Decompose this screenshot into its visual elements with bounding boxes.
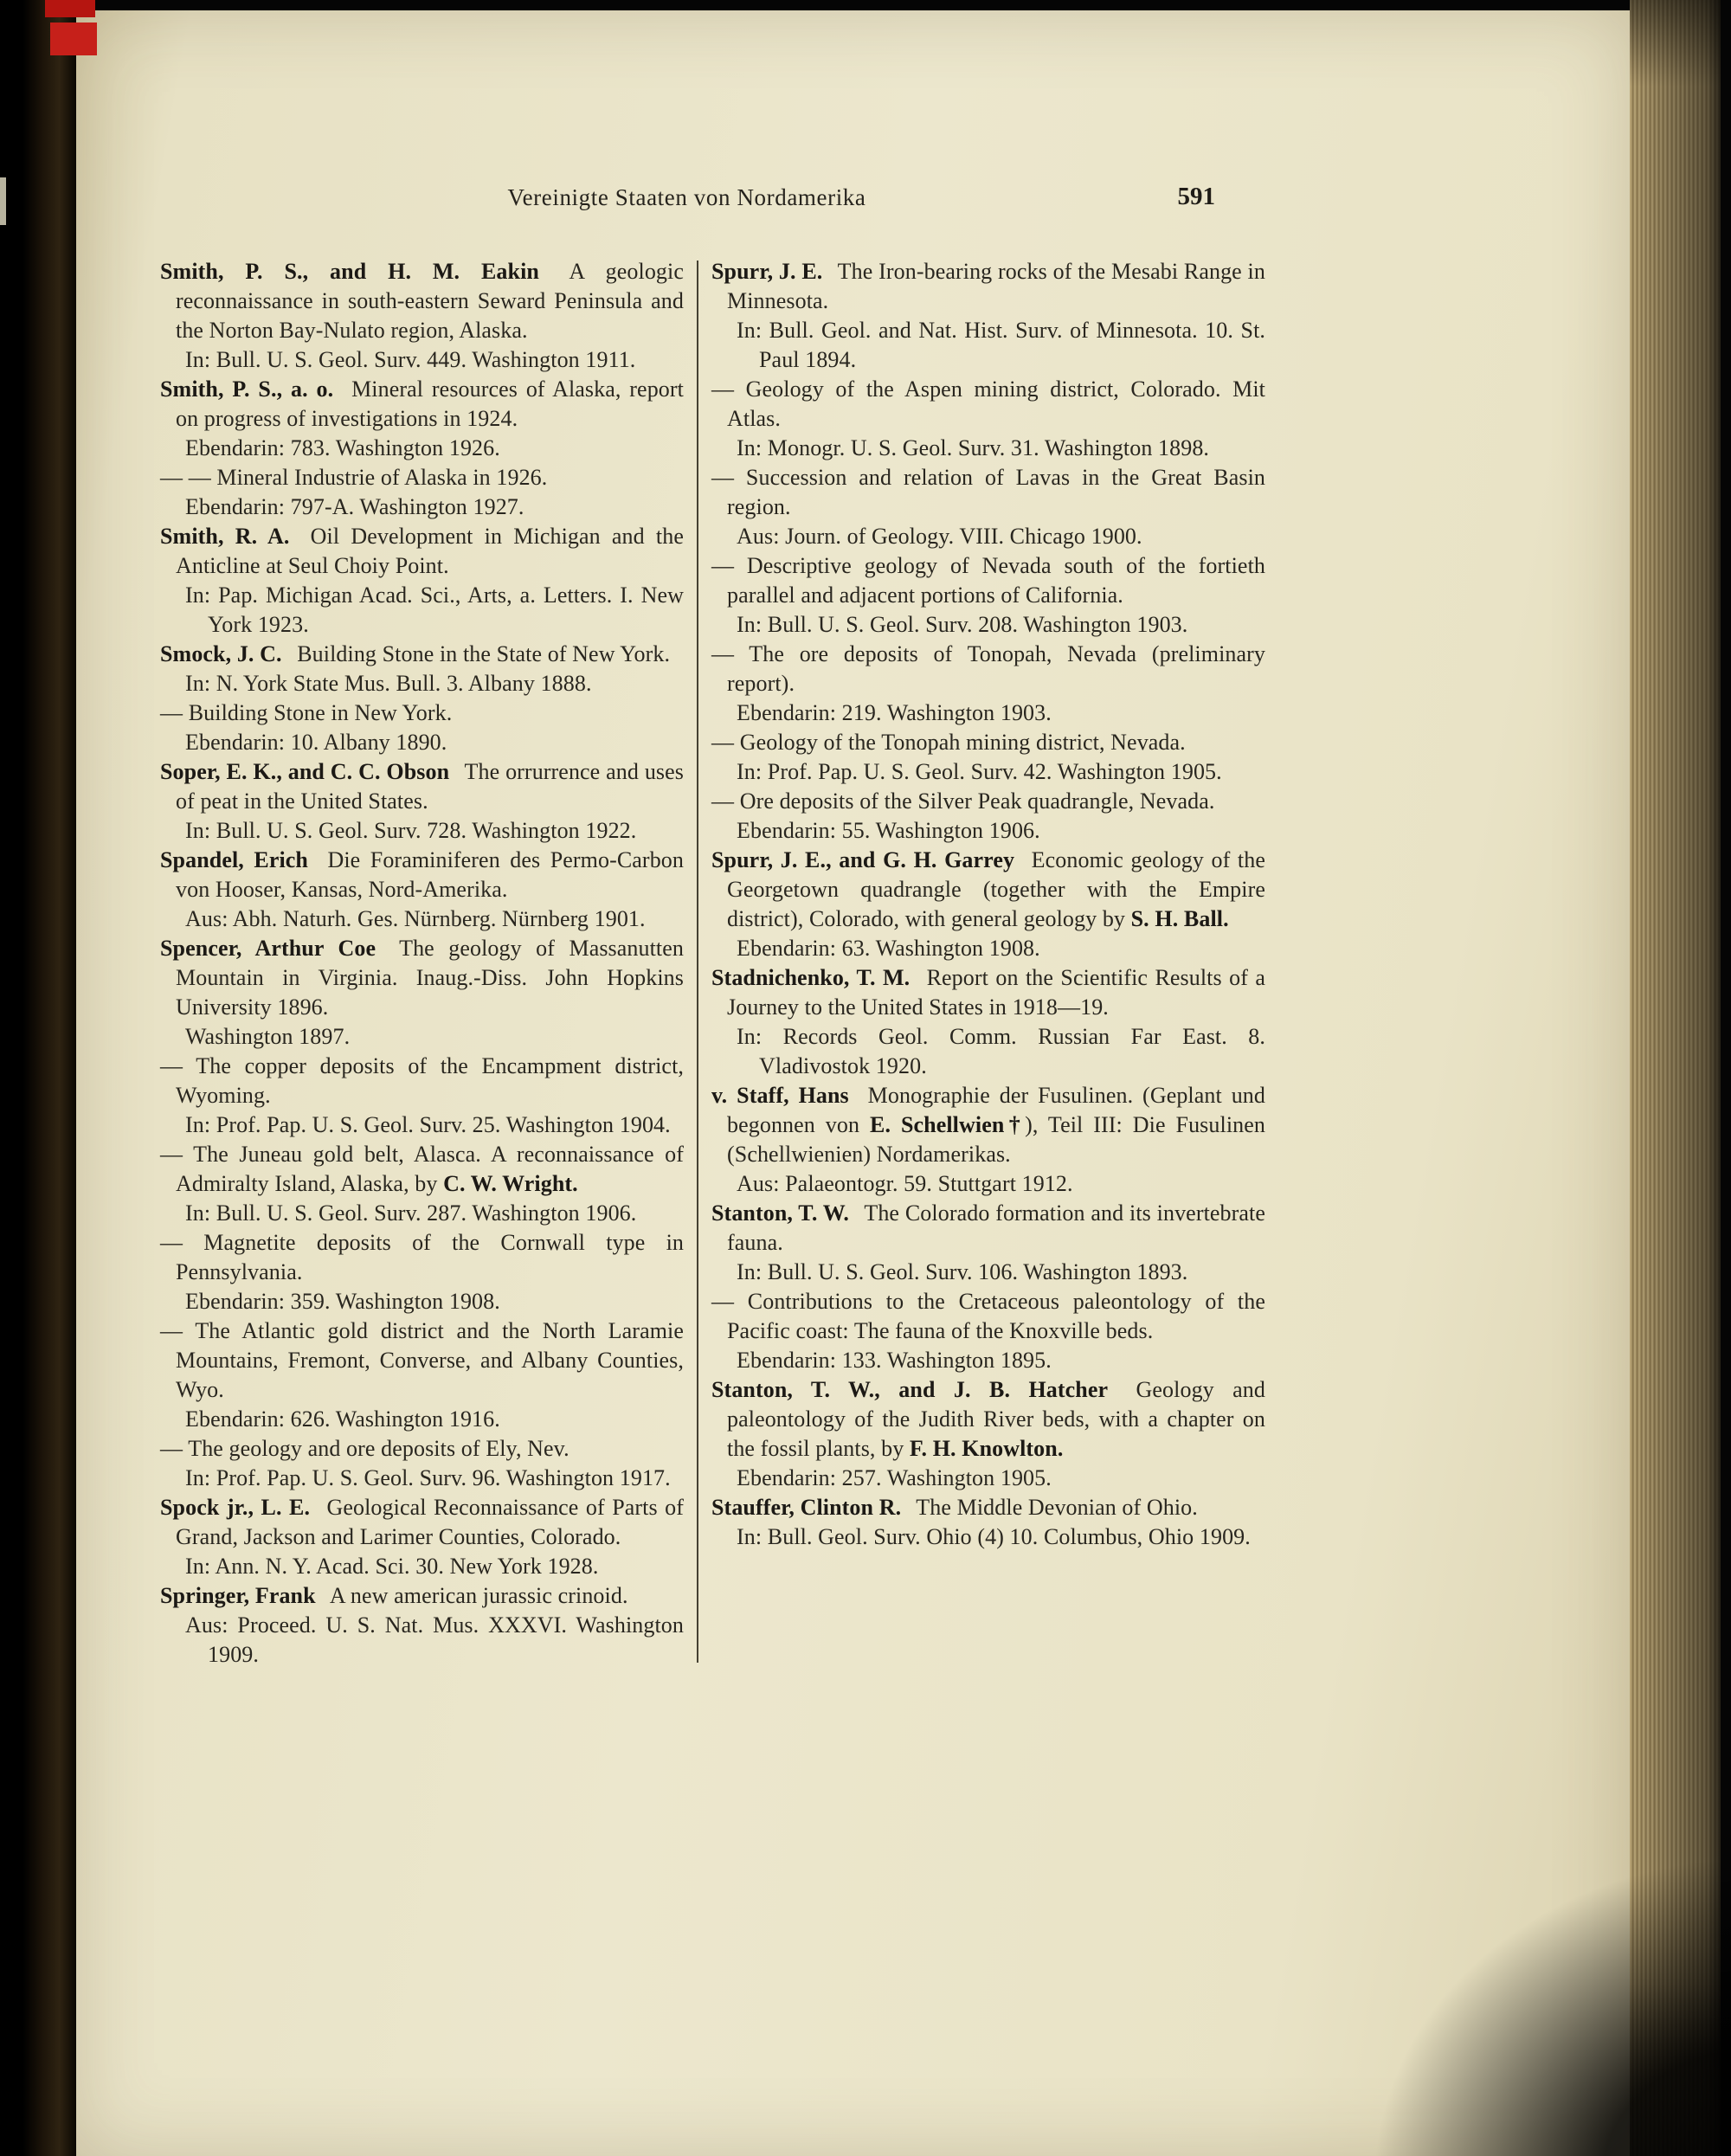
entry-title-text: A geologic reconnaissance in south-eastern Seward Peninsula and the Norton Bay-Nulato region, Alaska. — [176, 259, 684, 343]
entry-title-text: — Descriptive geology of Nevada south of the fortieth parallel and adjacent portions of California. — [711, 553, 1265, 608]
bibliography-entry — [711, 257, 1265, 375]
entry-title-text: — Geology of the Tonopah mining district, Nevada. — [711, 730, 1186, 755]
entry-reference: In: Bull. U. S. Geol. Surv. 449. Washington 1911. — [185, 347, 636, 372]
entry-main-text — [160, 1434, 684, 1464]
bibliography-entry — [711, 1493, 1265, 1552]
bibliography-entry — [160, 1316, 684, 1434]
bibliography-entry — [711, 787, 1265, 846]
entry-title-text: — Geology of the Aspen mining district, Colorado. Mit Atlas. — [711, 376, 1265, 431]
entry-main-text — [711, 846, 1265, 934]
entry-main-text — [160, 846, 684, 904]
author-name: Spurr, J. E. — [711, 259, 823, 284]
author-name: Spencer, Arthur Coe — [160, 936, 376, 961]
entry-title-text: — Contributions to the Cretaceous paleontology of the Pacific coast: The fauna of the Knoxville beds. — [711, 1289, 1265, 1343]
entry-main-text — [711, 728, 1265, 757]
entry-reference: In: Pap. Michigan Acad. Sci., Arts, a. Letters. I. New York 1923. — [185, 582, 684, 637]
entry-reference: In: Monogr. U. S. Geol. Surv. 31. Washington 1898. — [737, 435, 1210, 460]
entry-reference: Aus: Palaeontogr. 59. Stuttgart 1912. — [737, 1171, 1073, 1196]
entry-reference: Ebendarin: 63. Washington 1908. — [737, 936, 1040, 961]
entry-reference: Ebendarin: 359. Washington 1908. — [185, 1289, 500, 1314]
author-name: Smith, P. S., a. o. — [160, 376, 334, 402]
entry-title-text: — The copper deposits of the Encampment district, Wyoming. — [160, 1053, 684, 1108]
entry-title-text: A new american jurassic crinoid. — [325, 1583, 628, 1608]
entry-main-text — [160, 375, 684, 434]
bibliography-entry — [160, 698, 684, 757]
bibliography-entry — [160, 1434, 684, 1493]
author-name: F. H. Knowlton. — [909, 1436, 1064, 1461]
entry-title-text: — The geology and ore deposits of Ely, Nev. — [160, 1436, 569, 1461]
author-name: Stauffer, Clinton R. — [711, 1495, 902, 1520]
entry-title-text: Die Foraminiferen des Permo-Carbon von Hooser, Kansas, Nord-Amerika. — [176, 847, 684, 902]
bibliography-entry — [711, 963, 1265, 1081]
entry-title-text: Monographie der Fusulinen. (Geplant und begonnen von — [727, 1083, 1266, 1137]
book-fore-edge-pages — [1630, 0, 1721, 2156]
entry-main-text — [160, 757, 684, 816]
bibliography-entry — [711, 1199, 1265, 1287]
author-name: Smith, R. A. — [160, 524, 290, 549]
bibliography-entry — [160, 1228, 684, 1316]
author-name: Spurr, J. E., and G. H. Garrey — [711, 847, 1015, 872]
entry-main-text — [160, 698, 684, 728]
entry-title-text: — — Mineral Industrie of Alaska in 1926. — [160, 465, 548, 490]
entry-reference: In: Bull. U. S. Geol. Surv. 106. Washington 1893. — [737, 1259, 1188, 1284]
entry-main-text — [711, 1199, 1265, 1258]
entry-reference: In: Ann. N. Y. Acad. Sci. 30. New York 1928. — [185, 1554, 599, 1579]
entry-title-text: ), Teil III: Die Fusulinen (Schellwienien) Nordamerikas. — [727, 1112, 1265, 1167]
author-name: C. W. Wright. — [443, 1171, 578, 1196]
entry-reference: In: Prof. Pap. U. S. Geol. Surv. 42. Washington 1905. — [737, 759, 1222, 784]
author-name: v. Staff, Hans — [711, 1083, 849, 1108]
bibliography-entry — [160, 1140, 684, 1228]
entry-main-text — [711, 787, 1265, 816]
right-column — [711, 257, 1265, 1670]
entry-reference: In: Records Geol. Comm. Russian Far East. 8. Vladivostok 1920. — [737, 1024, 1265, 1078]
entry-main-text — [160, 640, 684, 669]
scan-artifact — [0, 177, 6, 225]
entry-title-text: Geological Reconnaissance of Parts of Grand, Jackson and Larimer Counties, Colorado. — [176, 1495, 684, 1549]
entry-reference: Ebendarin: 219. Washington 1903. — [737, 700, 1052, 725]
entry-title-text: Oil Development in Michigan and the Anticline at Seul Choiy Point. — [176, 524, 684, 578]
author-name: Stanton, T. W., and J. B. Hatcher — [711, 1377, 1109, 1402]
entry-main-text — [160, 522, 684, 581]
two-column-bibliography — [160, 257, 1265, 1670]
bibliography-entry — [160, 640, 684, 698]
entry-reference: Ebendarin: 797-A. Washington 1927. — [185, 494, 524, 519]
bibliography-entry — [711, 846, 1265, 963]
entry-main-text — [160, 257, 684, 345]
entry-reference: In: Bull. U. S. Geol. Surv. 208. Washington 1903. — [737, 612, 1188, 637]
bibliography-entry — [160, 846, 684, 934]
bibliography-entry — [711, 728, 1265, 787]
book-gutter-shadow — [0, 0, 76, 2156]
bibliography-entry — [711, 1375, 1265, 1493]
bibliography-entry — [160, 1493, 684, 1581]
page-content — [160, 184, 1265, 1670]
entry-title-text: Geology and paleontology of the Judith River beds, with a chapter on the fossil plants, by — [727, 1377, 1266, 1461]
bibliography-entry — [160, 757, 684, 846]
entry-reference: In: Bull. U. S. Geol. Surv. 728. Washington 1922. — [185, 818, 637, 843]
entry-main-text — [711, 463, 1265, 522]
entry-reference: Washington 1897. — [185, 1024, 351, 1049]
entry-title-text: — The ore deposits of Tonopah, Nevada (preliminary report). — [711, 641, 1265, 696]
red-scan-mark — [45, 0, 95, 17]
entry-title-text: — Ore deposits of the Silver Peak quadrangle, Nevada. — [711, 788, 1215, 814]
author-name: E. Schellwien† — [870, 1112, 1026, 1137]
bibliography-entry — [160, 1581, 684, 1670]
entry-title-text: The Middle Devonian of Ohio. — [911, 1495, 1198, 1520]
entry-reference: Aus: Abh. Naturh. Ges. Nürnberg. Nürnberg 1901. — [185, 906, 646, 931]
entry-reference: Aus: Proceed. U. S. Nat. Mus. XXXVI. Washington 1909. — [185, 1612, 684, 1667]
red-scan-mark — [50, 23, 97, 55]
entry-main-text — [160, 1493, 684, 1552]
entry-reference: In: Bull. Geol. and Nat. Hist. Surv. of Minnesota. 10. St. Paul 1894. — [737, 318, 1265, 372]
entry-main-text — [711, 1081, 1265, 1169]
entry-main-text — [711, 1375, 1265, 1464]
author-name: Smock, J. C. — [160, 641, 282, 666]
entry-main-text — [711, 1287, 1265, 1346]
bibliography-entry — [160, 1052, 684, 1140]
entry-main-text — [711, 1493, 1265, 1522]
entry-title-text: — The Atlantic gold district and the North Laramie Mountains, Fremont, Converse, and Albany Counties, Wyo. — [160, 1318, 684, 1402]
bibliography-entry — [711, 1287, 1265, 1375]
entry-reference: Ebendarin: 133. Washington 1895. — [737, 1348, 1052, 1373]
entry-main-text — [160, 463, 684, 492]
author-name: Soper, E. K., and C. C. Obson — [160, 759, 450, 784]
author-name: Stadnichenko, T. M. — [711, 965, 911, 990]
entry-title-text: — Succession and relation of Lavas in the Great Basin region. — [711, 465, 1265, 519]
author-name: Stanton, T. W. — [711, 1200, 850, 1226]
bibliography-entry — [711, 640, 1265, 728]
entry-reference: Ebendarin: 257. Washington 1905. — [737, 1465, 1052, 1490]
entry-reference: Ebendarin: 626. Washington 1916. — [185, 1406, 500, 1432]
bibliography-entry — [160, 522, 684, 640]
author-name: Spock jr., L. E. — [160, 1495, 311, 1520]
entry-title-text: Economic geology of the Georgetown quadrangle (together with the Empire district), Colorado, with general geology by — [727, 847, 1265, 931]
entry-main-text — [160, 1581, 684, 1611]
entry-reference: Aus: Journ. of Geology. VIII. Chicago 1900. — [737, 524, 1142, 549]
entry-main-text — [160, 1140, 684, 1199]
bibliography-entry — [160, 375, 684, 463]
entry-title-text: Mineral resources of Alaska, report on progress of investigations in 1924. — [176, 376, 684, 431]
bibliography-entry — [160, 463, 684, 522]
bibliography-entry — [711, 551, 1265, 640]
entry-reference: In: Bull. U. S. Geol. Surv. 287. Washington 1906. — [185, 1200, 637, 1226]
entry-main-text — [711, 257, 1265, 316]
entry-reference: In: N. York State Mus. Bull. 3. Albany 1888. — [185, 671, 592, 696]
bibliography-entry — [711, 463, 1265, 551]
bibliography-entry — [160, 257, 684, 375]
entry-main-text — [160, 934, 684, 1022]
entry-main-text — [711, 640, 1265, 698]
page-header-row — [160, 184, 1265, 219]
entry-title-text: The Colorado formation and its invertebrate fauna. — [727, 1200, 1265, 1255]
bibliography-entry — [711, 375, 1265, 463]
entry-title-text: — The Juneau gold belt, Alasca. A reconnaissance of Admiralty Island, Alaska, by — [160, 1142, 684, 1196]
entry-reference: In: Prof. Pap. U. S. Geol. Surv. 96. Washington 1917. — [185, 1465, 671, 1490]
bibliography-entry — [160, 934, 684, 1052]
entry-title-text: — Building Stone in New York. — [160, 700, 453, 725]
bibliography-entry — [711, 1081, 1265, 1199]
entry-main-text — [711, 375, 1265, 434]
running-header: Vereinigte Staaten von Nordamerika — [507, 184, 866, 210]
author-name: S. H. Ball. — [1130, 906, 1229, 931]
page-number: 591 — [1177, 183, 1215, 210]
author-name: Spandel, Erich — [160, 847, 308, 872]
entry-reference: Ebendarin: 55. Washington 1906. — [737, 818, 1040, 843]
entry-main-text — [711, 551, 1265, 610]
entry-main-text — [160, 1316, 684, 1405]
left-column — [160, 257, 684, 1670]
book-page — [76, 10, 1630, 2156]
entry-main-text — [711, 963, 1265, 1022]
entry-reference: Ebendarin: 783. Washington 1926. — [185, 435, 500, 460]
entry-reference: In: Prof. Pap. U. S. Geol. Surv. 25. Washington 1904. — [185, 1112, 671, 1137]
entry-title-text: Building Stone in the State of New York. — [291, 641, 671, 666]
entry-title-text: — Magnetite deposits of the Cornwall type in Pennsylvania. — [160, 1230, 684, 1284]
entry-main-text — [160, 1052, 684, 1110]
author-name: Springer, Frank — [160, 1583, 316, 1608]
entry-reference: In: Bull. Geol. Surv. Ohio (4) 10. Columbus, Ohio 1909. — [737, 1524, 1251, 1549]
author-name: Smith, P. S., and H. M. Eakin — [160, 259, 539, 284]
entry-reference: Ebendarin: 10. Albany 1890. — [185, 730, 447, 755]
entry-title-text: Report on the Scientific Results of a Journey to the United States in 1918—19. — [727, 965, 1265, 1020]
entry-main-text — [160, 1228, 684, 1287]
entry-title-text: The Iron-bearing rocks of the Mesabi Range in Minnesota. — [727, 259, 1265, 313]
entry-title-text: The geology of Massanutten Mountain in Virginia. Inaug.-Diss. John Hopkins University 1896. — [176, 936, 685, 1020]
entry-title-text: The orrurrence and uses of peat in the United States. — [176, 759, 684, 814]
